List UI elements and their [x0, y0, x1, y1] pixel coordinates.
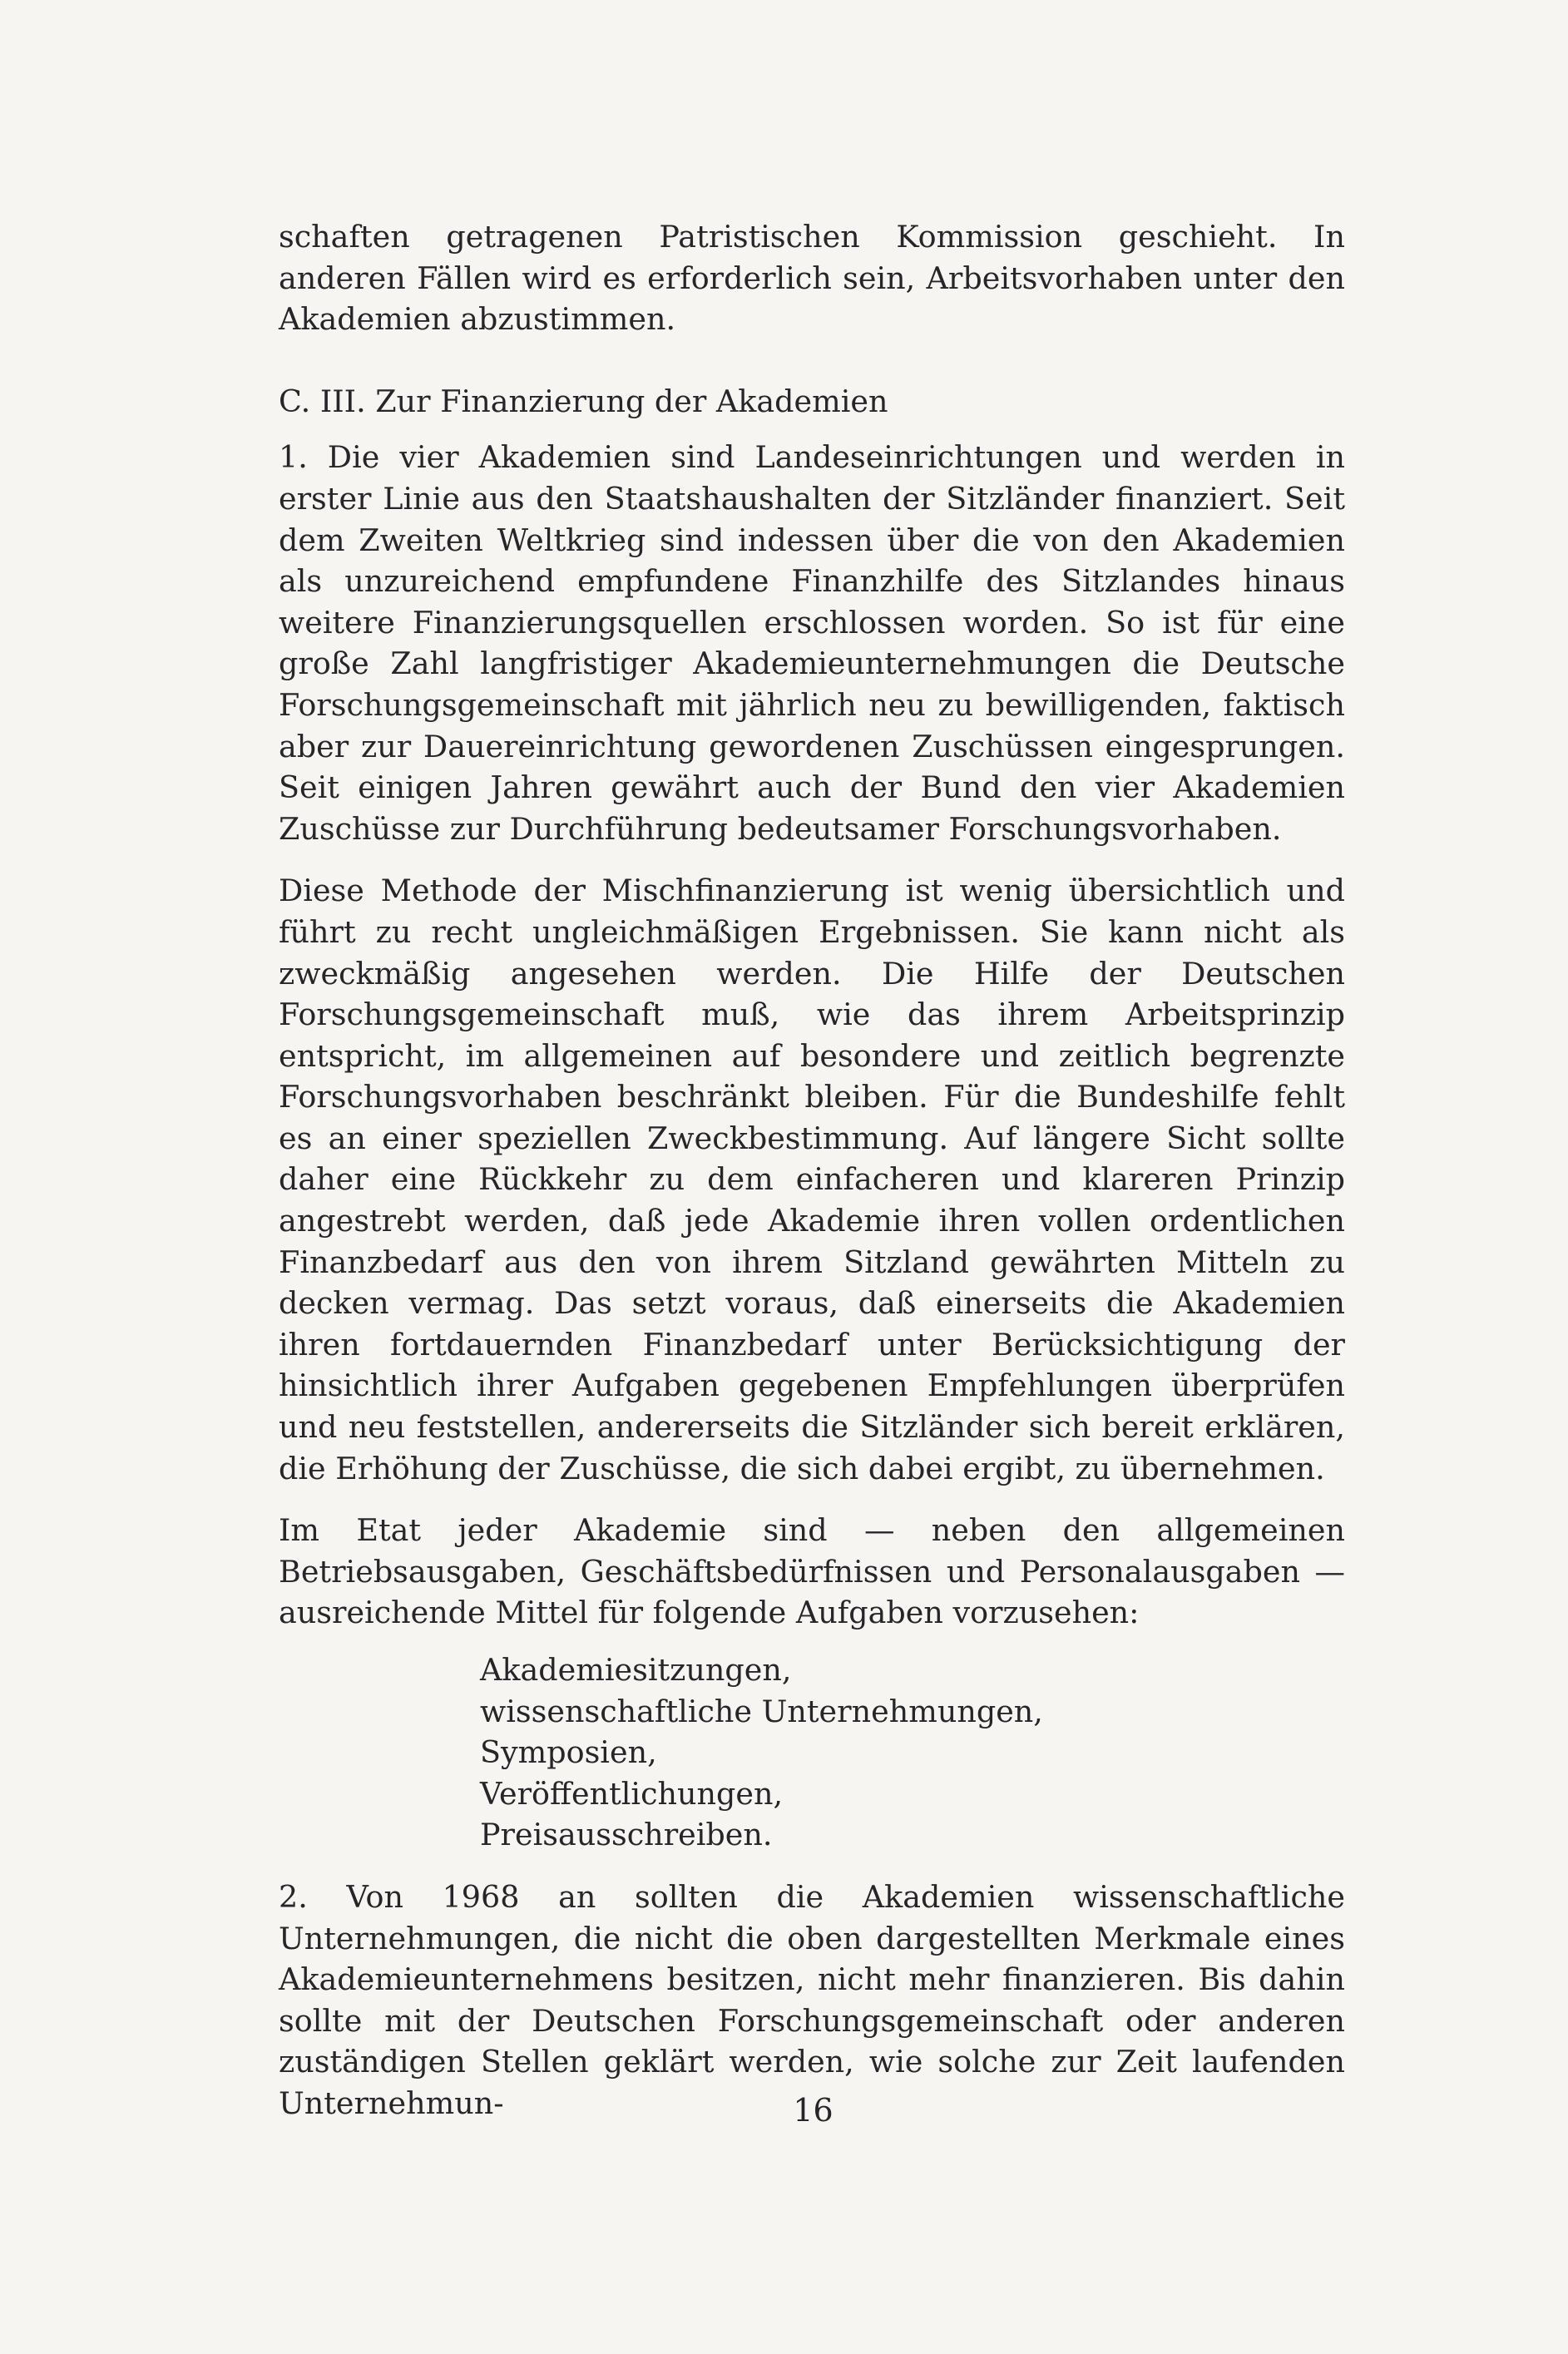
- list-item: Veröffentlichungen,: [480, 1775, 784, 1812]
- budget-items-list: [279, 1649, 1345, 1856]
- list-item: Symposien,: [480, 1734, 657, 1771]
- paragraph-1: 1. Die vier Akademien sind Landeseinrichtungen und werden in erster Linie aus den Staatshaushalten der Sitzländer finanziert. Seit dem Zweiten Weltkrieg sind indessen über die von den Akademien als unzureichend empfundene Finanzhilfe des Sitzlandes hinaus weitere Finanzierungsquellen erschlossen worden. So ist für eine große Zahl langfristiger Akademieunternehmungen die Deutsche Forschungsgemeinschaft mit jährlich neu zu bewilligenden, faktisch aber zur Dauereinrichtung gewordenen Zuschüssen eingesprungen. Seit einigen Jahren gewährt auch der Bund den vier Akademien Zuschüsse zur Durchführung bedeutsamer Forschungsvorhaben.: [279, 439, 1345, 847]
- document-page: [279, 216, 1345, 2145]
- section-heading: C. III. Zur Finanzierung der Akademien: [279, 383, 888, 419]
- paragraph-4: 2. Von 1968 an sollten die Akademien wissenschaftliche Unternehmungen, die nicht die oben dargestellten Merkmale eines Akademieunternehmens besitzen, nicht mehr finanzieren. Bis dahin sollte mit der Deutschen Forschungsgemeinschaft oder anderen zuständigen Stellen geklärt werden, wie solche zur Zeit laufenden Unternehmun-: [279, 1878, 1345, 2121]
- list-item: wissenschaftliche Unternehmungen,: [480, 1693, 1043, 1729]
- intro-paragraph: schaften getragenen Patristischen Kommission geschieht. In anderen Fällen wird es erforderlich sein, Arbeitsvorhaben unter den Akademien abzustimmen.: [279, 219, 1345, 338]
- paragraph-2: Diese Methode der Mischfinanzierung ist wenig übersichtlich und führt zu recht ungleichmäßigen Ergebnissen. Sie kann nicht als zweckmäßig angesehen werden. Die Hilfe der Deutschen Forschungsgemeinschaft muß, wie das ihrem Arbeitsprinzip entspricht, im allgemeinen auf besondere und zeitlich begrenzte Forschungsvorhaben beschränkt bleiben. Für die Bundeshilfe fehlt es an einer speziellen Zweckbestimmung. Auf längere Sicht sollte daher eine Rückkehr zu dem einfacheren und klareren Prinzip angestrebt werden, daß jede Akademie ihren vollen ordentlichen Finanzbedarf aus den von ihrem Sitzland gewährten Mitteln zu decken vermag. Das setzt voraus, daß einerseits die Akademien ihren fortdauernden Finanzbedarf unter Berücksichtigung der hinsichtlich ihrer Aufgaben gegebenen Empfehlungen überprüfen und neu feststellen, andererseits die Sitzländer sich bereit erklären, die Erhöhung der Zuschüsse, die sich dabei ergibt, zu übernehmen.: [279, 873, 1345, 1486]
- paragraph-3: Im Etat jeder Akademie sind — neben den allgemeinen Betriebsausgaben, Geschäftsbedürfnissen und Personalausgaben — ausreichende Mittel für folgende Aufgaben vorzusehen:: [279, 1512, 1345, 1631]
- list-item: Preisausschreiben.: [480, 1817, 773, 1853]
- list-item: Akademiesitzungen,: [480, 1652, 792, 1688]
- page-number: 16: [793, 2092, 833, 2129]
